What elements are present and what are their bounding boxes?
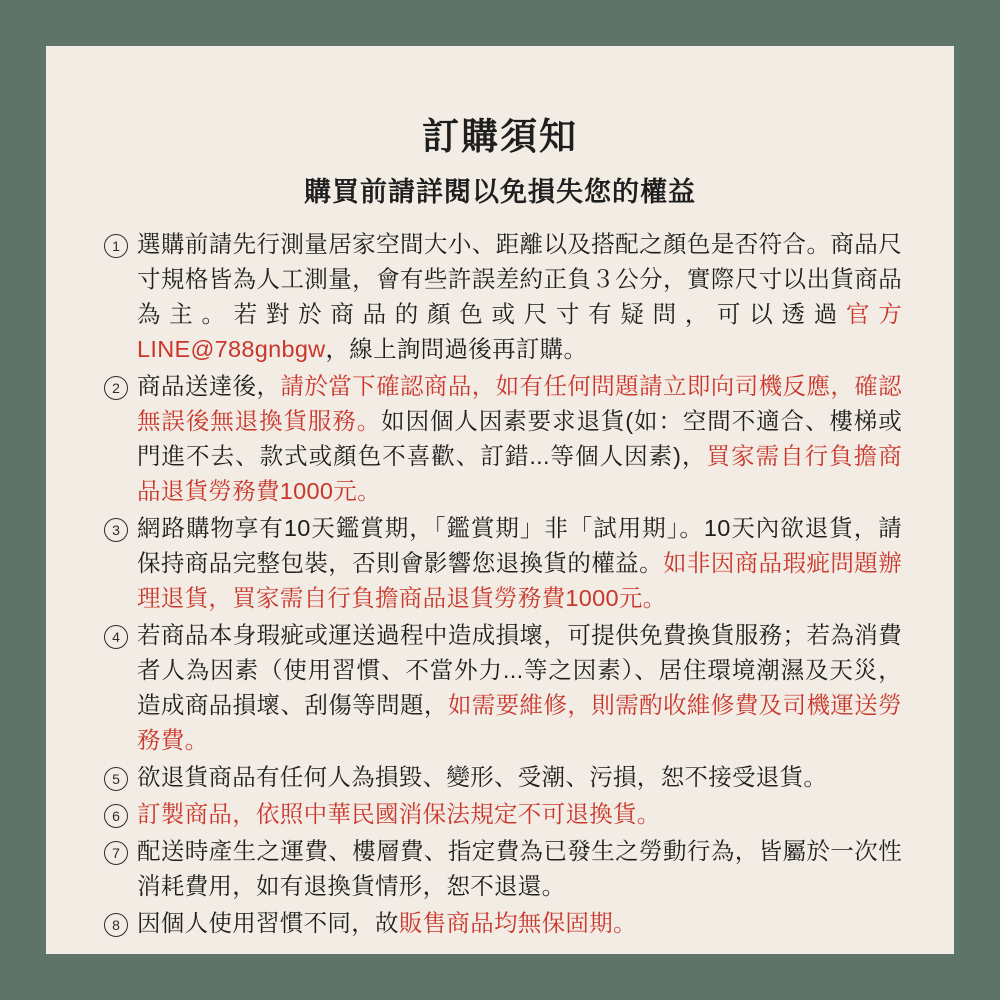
list-item-number: 3 bbox=[104, 518, 128, 542]
list-item bbox=[104, 511, 902, 616]
list-item bbox=[104, 227, 902, 367]
list-item-number: 1 bbox=[104, 234, 128, 258]
list-item-text bbox=[137, 511, 902, 616]
highlighted-text: 請於當下確認商品，如有任何問題請立即向司機反應，確認無誤後無退換貨服務。 bbox=[137, 373, 902, 434]
highlighted-text: 訂製商品，依照中華民國消保法規定不可退換貨。 bbox=[137, 801, 661, 827]
plain-text: 若商品本身瑕疵或運送過程中造成損壞，可提供免費換貨服務；若為消費者人為因素（使用習慣、不當外力...等之因素）、居住環境潮濕及天災，造成商品損壞、刮傷等問題， bbox=[137, 622, 902, 718]
plain-text: 選購前請先行測量居家空間大小、距離以及搭配之顏色是否符合。商品尺寸規格皆為人工測量，會有些許誤差約正負３公分，實際尺寸以出貨商品為主。若對於商品的顏色或尺寸有疑問，可以透過 bbox=[137, 231, 902, 327]
list-item-number: 4 bbox=[104, 625, 128, 649]
highlighted-text: 官方LINE@788gnbgw bbox=[137, 301, 902, 362]
list-item-text bbox=[137, 227, 902, 367]
list-item-text bbox=[137, 797, 902, 832]
list-item-text bbox=[137, 760, 902, 795]
list-item-text bbox=[137, 834, 902, 904]
list-item bbox=[104, 369, 902, 509]
notice-list bbox=[76, 227, 924, 941]
list-item bbox=[104, 618, 902, 758]
plain-text: 網路購物享有10天鑑賞期，「鑑賞期」非「試用期」。10天內欲退貨，請保持商品完整包裝，否則會影響您退換貨的權益。 bbox=[137, 515, 902, 576]
list-item bbox=[104, 906, 902, 941]
list-item bbox=[104, 760, 902, 795]
plain-text: 如因個人因素要求退貨(如：空間不適合、樓梯或門進不去、款式或顏色不喜歡、訂錯...等個人因素)， bbox=[137, 408, 902, 469]
plain-text: 因個人使用習慣不同，故 bbox=[137, 910, 399, 936]
list-item-number: 5 bbox=[104, 767, 128, 791]
plain-text: 欲退貨商品有任何人為損毀、變形、受潮、污損，恕不接受退貨。 bbox=[137, 764, 828, 790]
highlighted-text: 如需要維修，則需酌收維修費及司機運送勞務費。 bbox=[137, 692, 902, 753]
page-subtitle: 購買前請詳閱以免損失您的權益 bbox=[304, 177, 696, 207]
list-item-number: 2 bbox=[104, 376, 128, 400]
list-item bbox=[104, 797, 902, 832]
page-title: 訂購須知 bbox=[422, 116, 578, 157]
plain-text: 商品送達後， bbox=[137, 373, 281, 399]
list-item-number: 6 bbox=[104, 804, 128, 828]
list-item-text bbox=[137, 369, 902, 509]
list-item-number: 7 bbox=[104, 841, 128, 865]
list-item bbox=[104, 834, 902, 904]
highlighted-text: 販售商品均無保固期。 bbox=[398, 910, 637, 936]
highlighted-text: 買家需自行負擔商品退貨勞務費1000元。 bbox=[137, 443, 902, 504]
highlighted-text: 如非因商品瑕疵問題辦理退貨，買家需自行負擔商品退貨勞務費1000元。 bbox=[137, 550, 902, 611]
plain-text: 配送時產生之運費、樓層費、指定費為已發生之勞動行為，皆屬於一次性消耗費用，如有退換貨情形，恕不退還。 bbox=[137, 838, 902, 899]
list-item-text bbox=[137, 906, 902, 941]
list-item-text bbox=[137, 618, 902, 758]
notice-card bbox=[46, 46, 954, 954]
plain-text: ，線上詢問過後再訂購。 bbox=[325, 336, 588, 362]
list-item-number: 8 bbox=[104, 913, 128, 937]
